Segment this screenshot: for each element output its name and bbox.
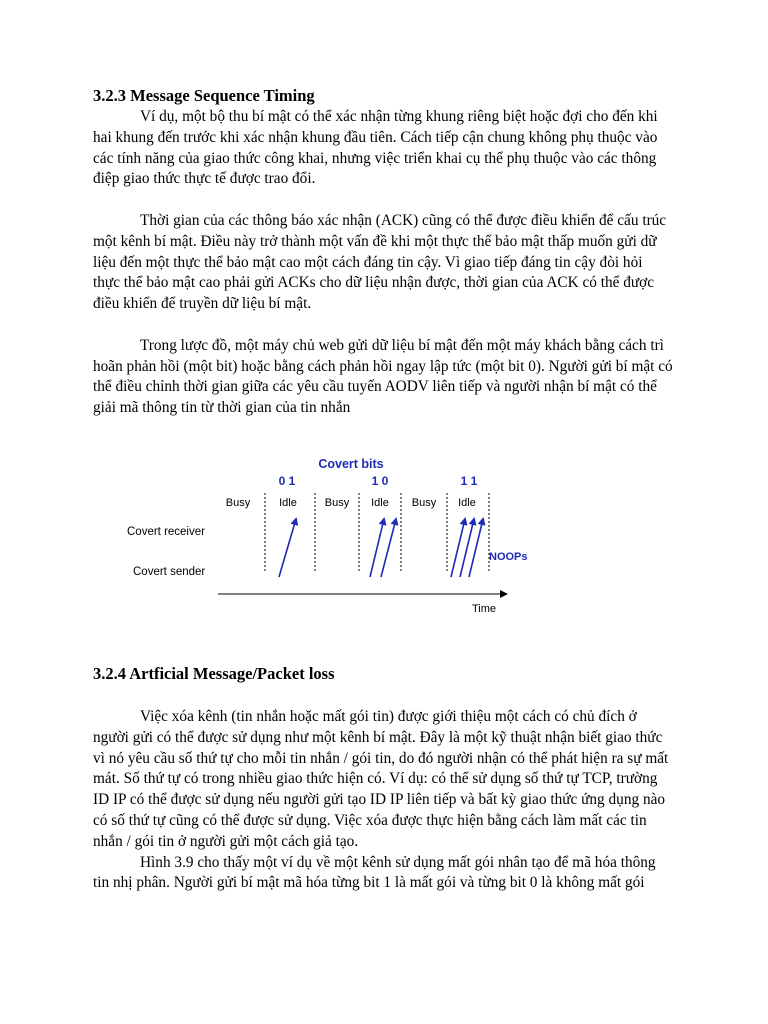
period-busy-3: Busy xyxy=(411,496,437,509)
bit-label-3: 1 1 xyxy=(460,473,478,488)
period-busy-2: Busy xyxy=(324,496,350,509)
message-arrows xyxy=(279,519,483,577)
bit-label-2: 1 0 xyxy=(371,473,389,488)
paragraph-2: Thời gian của các thông báo xác nhận (ACK) cũng có thể được điều khiển để cấu trúc một kênh bí mật. Điều này trở thành một vấn đề khi một thực thể bảo mật thấp muốn gửi dữ liệu đến một thực thể bảo mật cao một cách đáng tin cậy. Vì giao tiếp đáng tin cậy đòi hỏi thực thể bảo mật cao phải gửi ACKs cho dữ liệu nhận được, thời gian của ACK có thể được điều khiển để truyền dữ liệu bí mật. xyxy=(93,211,667,313)
row-label-covert-sender: Covert sender xyxy=(133,565,206,578)
section-heading-message-sequence-timing: 3.2.3 Message Sequence Timing xyxy=(93,86,315,105)
section-heading-artificial-packet-loss: 3.2.4 Artficial Message/Packet loss xyxy=(93,663,335,683)
row-label-covert-receiver: Covert receiver xyxy=(127,525,205,538)
time-axis-label: Time xyxy=(472,602,497,615)
paragraph-4: Việc xóa kênh (tin nhắn hoặc mất gói tin) được giới thiệu một cách có chủ đích ở người gửi có thể được sử dụng như một kênh bí mật. Đây là một kỹ thuật nhận biết giao thức vì nó yêu cầu số thứ tự cho mỗi tin nhắn / gói tin, do đó người nhận có thể phát hiện ra sự mất mát. Số thứ tự có trong nhiều giao thức hiện có. Ví dụ: có thể sử dụng số thứ tự TCP, trường ID IP có thể được sử dụng nếu người gửi tạo ID IP liên tiếp và bất kỳ giao thức ứng dụng nào có số thứ tự cũng có thể được sử dụng. Việc xóa được thực hiện bằng cách làm mất các tin nhắn / gói tin ở người gửi một cách giả tạo. xyxy=(93,707,669,850)
period-idle-1: Idle xyxy=(279,496,297,509)
message-arrow xyxy=(370,519,384,577)
covert-timing-figure xyxy=(93,441,673,649)
period-idle-2: Idle xyxy=(371,496,389,509)
paragraph-3: Trong lược đồ, một máy chủ web gửi dữ liệu bí mật đến một máy khách bằng cách trì hoãn phản hồi (một bit) hoặc bằng cách phản hồi ngay lập tức (một bit 0). Người gửi bí mật có thể điều chỉnh thời gian giữa các yêu cầu tuyến AODV liên tiếp và người nhận bí mật có thể giải mã thông tin từ thời gian của tin nhắn xyxy=(93,336,673,417)
paragraph-1: Ví dụ, một bộ thu bí mật có thể xác nhận từng khung riêng biệt hoặc đợi cho đến khi hai khung đến trước khi xác nhận khung đầu tiên. Cách tiếp cận chung không phụ thuộc vào các tính năng của giao thức công khai, nhưng việc triển khai cụ thể phụ thuộc vào các thông điệp giao thức thực tế được trao đổi. xyxy=(93,108,658,188)
message-arrow xyxy=(279,519,296,577)
covert-timing-diagram xyxy=(93,441,673,649)
noops-label: NOOPs xyxy=(489,550,528,563)
paragraph-5: Hình 3.9 cho thấy một ví dụ về một kênh sử dụng mất gói nhân tạo để mã hóa thông tin nhị phân. Người gửi bí mật mã hóa từng bit 1 là mất gói và từng bit 0 là không mất gói xyxy=(93,853,656,892)
bit-label-1: 0 1 xyxy=(278,473,296,488)
period-idle-3: Idle xyxy=(458,496,476,509)
covert-bits-title: Covert bits xyxy=(318,456,384,471)
period-busy-1: Busy xyxy=(225,496,251,509)
document-page xyxy=(93,85,673,894)
message-arrow xyxy=(381,519,396,577)
